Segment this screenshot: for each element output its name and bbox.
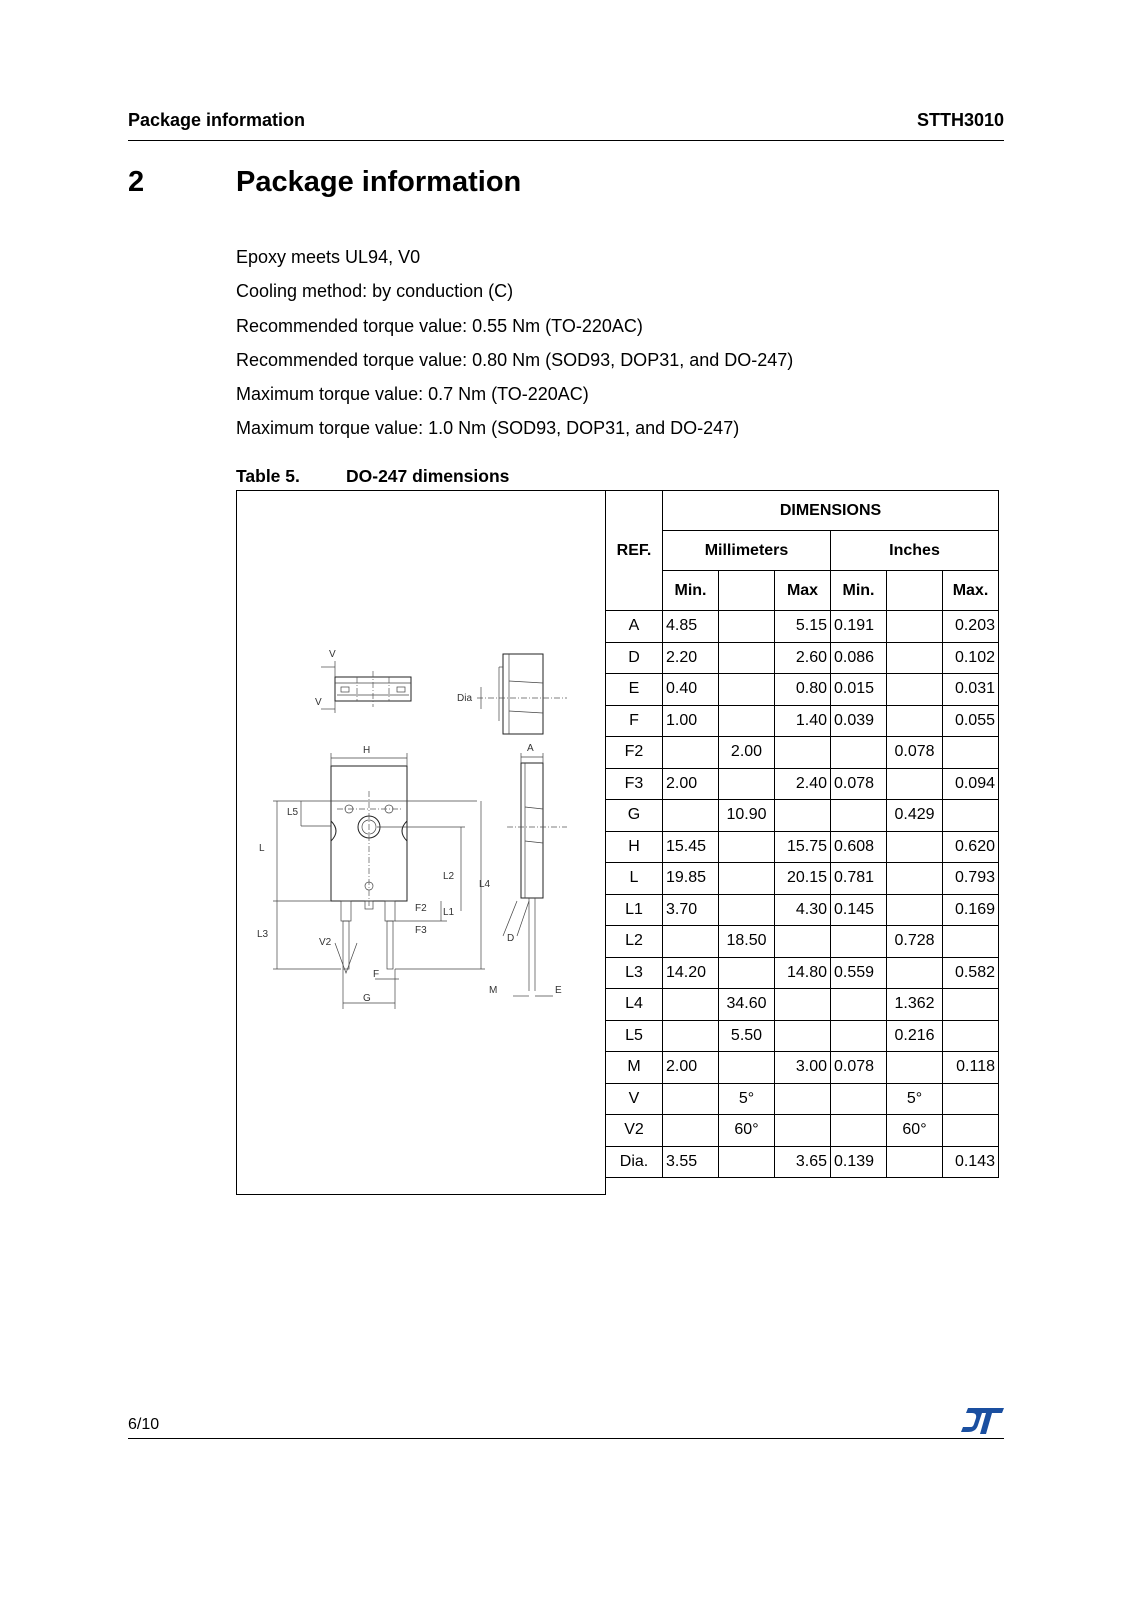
cell-in-min <box>831 1020 887 1052</box>
cell-in-typ: 1.362 <box>887 989 943 1021</box>
table-row <box>606 1115 999 1147</box>
cell-in-typ <box>887 863 943 895</box>
cell-mm-max: 3.00 <box>775 1052 831 1084</box>
table-row <box>606 1146 999 1178</box>
cell-mm-max: 0.80 <box>775 674 831 706</box>
cell-mm-typ <box>719 863 775 895</box>
cell-mm-typ: 5.50 <box>719 1020 775 1052</box>
footer-rule <box>128 1438 1004 1439</box>
cell-in-max <box>943 1115 999 1147</box>
cell-mm-min <box>663 989 719 1021</box>
label-l3: L3 <box>257 929 269 940</box>
table-row <box>606 642 999 674</box>
cell-mm-typ <box>719 611 775 643</box>
do247-outline-drawing <box>237 491 607 1196</box>
cell-in-typ <box>887 957 943 989</box>
cell-mm-max: 20.15 <box>775 863 831 895</box>
label-v-side: V <box>315 697 322 708</box>
cell-ref: F <box>606 705 663 737</box>
cell-mm-min <box>663 1115 719 1147</box>
table-header-row-3 <box>606 571 999 611</box>
cell-in-typ: 5° <box>887 1083 943 1115</box>
cell-mm-min <box>663 926 719 958</box>
package-notes <box>236 246 793 452</box>
table-row <box>606 926 999 958</box>
cell-mm-typ <box>719 1052 775 1084</box>
cell-ref: V <box>606 1083 663 1115</box>
cell-mm-min: 15.45 <box>663 831 719 863</box>
cell-in-typ: 60° <box>887 1115 943 1147</box>
cell-in-max <box>943 800 999 832</box>
table-caption-number: Table 5. <box>236 466 300 486</box>
header-mm-max: Max <box>775 571 831 611</box>
cell-mm-max <box>775 1115 831 1147</box>
table-row <box>606 1020 999 1052</box>
table-row <box>606 800 999 832</box>
cell-mm-typ: 5° <box>719 1083 775 1115</box>
st-logo-icon <box>960 1406 1006 1436</box>
header-rule <box>128 140 1004 141</box>
cell-in-max: 0.203 <box>943 611 999 643</box>
cell-in-min: 0.608 <box>831 831 887 863</box>
cell-in-typ <box>887 768 943 800</box>
cell-in-max: 0.143 <box>943 1146 999 1178</box>
section-number: 2 <box>128 166 145 198</box>
label-d: D <box>507 933 515 944</box>
cell-in-max <box>943 989 999 1021</box>
dimensions-table <box>605 490 999 1178</box>
cell-in-typ <box>887 831 943 863</box>
cell-in-typ <box>887 674 943 706</box>
label-m: M <box>489 985 498 996</box>
cell-ref: V2 <box>606 1115 663 1147</box>
cell-mm-typ: 18.50 <box>719 926 775 958</box>
cell-in-typ: 0.078 <box>887 737 943 769</box>
cell-in-typ <box>887 705 943 737</box>
running-header-title: Package information <box>128 110 306 130</box>
cell-ref: L1 <box>606 894 663 926</box>
cell-mm-min <box>663 800 719 832</box>
cell-mm-max: 2.60 <box>775 642 831 674</box>
header-in-min: Min. <box>831 571 887 611</box>
cell-in-min <box>831 989 887 1021</box>
top-view-detail <box>315 649 411 713</box>
note-cooling: Cooling method: by conduction (C) <box>236 281 514 302</box>
cell-in-min <box>831 800 887 832</box>
cell-in-min <box>831 926 887 958</box>
label-l1: L1 <box>443 907 455 918</box>
cell-mm-typ <box>719 1146 775 1178</box>
cell-ref: E <box>606 674 663 706</box>
label-v-top: V <box>329 649 336 660</box>
table-row <box>606 989 999 1021</box>
table-row <box>606 1052 999 1084</box>
header-in-typ <box>887 571 943 611</box>
cell-mm-max: 15.75 <box>775 831 831 863</box>
label-l5: L5 <box>287 807 299 818</box>
label-f3: F3 <box>415 925 427 936</box>
cell-in-max: 0.169 <box>943 894 999 926</box>
cell-in-min: 0.145 <box>831 894 887 926</box>
cell-in-max: 0.620 <box>943 831 999 863</box>
table-row <box>606 674 999 706</box>
cell-mm-typ <box>719 705 775 737</box>
cell-mm-min: 19.85 <box>663 863 719 895</box>
cell-mm-min: 4.85 <box>663 611 719 643</box>
table-row <box>606 1083 999 1115</box>
cell-in-max <box>943 737 999 769</box>
note-torque-rec-to220: Recommended torque value: 0.55 Nm (TO-220AC) <box>236 315 643 336</box>
cell-mm-min <box>663 737 719 769</box>
table-caption-title: DO-247 dimensions <box>346 466 510 486</box>
cell-mm-max: 4.30 <box>775 894 831 926</box>
cell-mm-max <box>775 1020 831 1052</box>
table-row <box>606 705 999 737</box>
cell-ref: F2 <box>606 737 663 769</box>
cell-mm-max <box>775 989 831 1021</box>
section-title: Package information <box>236 166 522 198</box>
cell-in-max: 0.102 <box>943 642 999 674</box>
cell-in-typ <box>887 642 943 674</box>
cell-in-typ <box>887 1052 943 1084</box>
cell-in-min <box>831 737 887 769</box>
header-inches: Inches <box>831 531 999 571</box>
cell-in-min <box>831 1083 887 1115</box>
cell-mm-min: 14.20 <box>663 957 719 989</box>
cell-in-min: 0.559 <box>831 957 887 989</box>
label-l4: L4 <box>479 879 491 890</box>
cell-in-min: 0.015 <box>831 674 887 706</box>
cell-mm-min: 3.70 <box>663 894 719 926</box>
note-torque-rec-sod93: Recommended torque value: 0.80 Nm (SOD93, DOP31, and DO-247) <box>236 349 794 370</box>
cell-mm-max <box>775 926 831 958</box>
label-a: A <box>527 743 534 754</box>
cell-in-max: 0.055 <box>943 705 999 737</box>
cell-mm-min: 2.20 <box>663 642 719 674</box>
cell-in-max <box>943 1083 999 1115</box>
label-f2: F2 <box>415 903 427 914</box>
cell-ref: Dia. <box>606 1146 663 1178</box>
table-row <box>606 768 999 800</box>
cell-ref: D <box>606 642 663 674</box>
cell-ref: L3 <box>606 957 663 989</box>
cell-mm-max: 2.40 <box>775 768 831 800</box>
side-view <box>489 743 567 996</box>
cell-in-min: 0.086 <box>831 642 887 674</box>
cell-in-typ <box>887 894 943 926</box>
cell-mm-min <box>663 1083 719 1115</box>
cell-mm-min: 2.00 <box>663 768 719 800</box>
cell-in-max: 0.118 <box>943 1052 999 1084</box>
cell-mm-typ: 10.90 <box>719 800 775 832</box>
header-mm-min: Min. <box>663 571 719 611</box>
cell-in-max <box>943 926 999 958</box>
cell-in-min: 0.781 <box>831 863 887 895</box>
header-ref: REF. <box>606 491 663 611</box>
st-logo <box>960 1406 1006 1441</box>
label-e: E <box>555 985 562 996</box>
cell-mm-typ <box>719 674 775 706</box>
label-h: H <box>363 745 371 756</box>
cell-mm-min <box>663 1020 719 1052</box>
cell-mm-max: 1.40 <box>775 705 831 737</box>
cell-in-typ <box>887 611 943 643</box>
cell-mm-max: 5.15 <box>775 611 831 643</box>
cell-mm-typ <box>719 642 775 674</box>
table-row <box>606 894 999 926</box>
side-view-detail <box>457 654 567 734</box>
cell-ref: L5 <box>606 1020 663 1052</box>
cell-ref: H <box>606 831 663 863</box>
cell-ref: L2 <box>606 926 663 958</box>
cell-in-max <box>943 1020 999 1052</box>
table-header-row-2 <box>606 531 999 571</box>
table-row <box>606 863 999 895</box>
cell-mm-typ: 2.00 <box>719 737 775 769</box>
header-millimeters: Millimeters <box>663 531 831 571</box>
cell-mm-typ <box>719 831 775 863</box>
cell-mm-typ: 60° <box>719 1115 775 1147</box>
header-in-max: Max. <box>943 571 999 611</box>
cell-mm-min: 3.55 <box>663 1146 719 1178</box>
running-header-part-number: STTH3010 <box>916 110 1004 130</box>
table-row <box>606 611 999 643</box>
note-torque-max-sod93: Maximum torque value: 1.0 Nm (SOD93, DOP31, and DO-247) <box>236 418 740 439</box>
cell-in-max: 0.094 <box>943 768 999 800</box>
cell-in-min: 0.078 <box>831 1052 887 1084</box>
cell-ref: M <box>606 1052 663 1084</box>
cell-in-typ <box>887 1146 943 1178</box>
table-row <box>606 957 999 989</box>
cell-ref: L4 <box>606 989 663 1021</box>
cell-ref: F3 <box>606 768 663 800</box>
cell-in-min: 0.039 <box>831 705 887 737</box>
table-row <box>606 737 999 769</box>
cell-mm-typ <box>719 768 775 800</box>
cell-mm-typ <box>719 957 775 989</box>
cell-mm-min: 1.00 <box>663 705 719 737</box>
cell-ref: L <box>606 863 663 895</box>
label-dia: Dia <box>457 693 473 704</box>
cell-in-max: 0.793 <box>943 863 999 895</box>
front-view <box>257 745 491 1009</box>
cell-mm-typ: 34.60 <box>719 989 775 1021</box>
cell-ref: A <box>606 611 663 643</box>
label-l2: L2 <box>443 871 455 882</box>
label-l: L <box>259 843 265 854</box>
cell-in-max: 0.582 <box>943 957 999 989</box>
cell-in-typ: 0.216 <box>887 1020 943 1052</box>
cell-in-min <box>831 1115 887 1147</box>
cell-mm-min: 2.00 <box>663 1052 719 1084</box>
cell-mm-max: 14.80 <box>775 957 831 989</box>
label-v2: V2 <box>319 937 332 948</box>
cell-in-min: 0.139 <box>831 1146 887 1178</box>
note-torque-max-to220: Maximum torque value: 0.7 Nm (TO-220AC) <box>236 384 589 405</box>
header-mm-typ <box>719 571 775 611</box>
table-caption <box>236 466 509 487</box>
cell-mm-typ <box>719 894 775 926</box>
cell-in-typ: 0.429 <box>887 800 943 832</box>
package-drawing <box>236 490 606 1195</box>
cell-mm-max: 3.65 <box>775 1146 831 1178</box>
header-dimensions: DIMENSIONS <box>663 491 999 531</box>
cell-in-min: 0.191 <box>831 611 887 643</box>
table-header-row-1 <box>606 491 999 531</box>
label-f: F <box>373 969 380 980</box>
note-epoxy: Epoxy meets UL94, V0 <box>236 247 421 267</box>
table-row <box>606 831 999 863</box>
cell-mm-max <box>775 737 831 769</box>
cell-in-min: 0.078 <box>831 768 887 800</box>
page-number: 6/10 <box>128 1416 160 1433</box>
cell-mm-max <box>775 1083 831 1115</box>
cell-ref: G <box>606 800 663 832</box>
cell-mm-min: 0.40 <box>663 674 719 706</box>
cell-mm-max <box>775 800 831 832</box>
cell-in-typ: 0.728 <box>887 926 943 958</box>
cell-in-max: 0.031 <box>943 674 999 706</box>
label-g: G <box>363 993 371 1004</box>
